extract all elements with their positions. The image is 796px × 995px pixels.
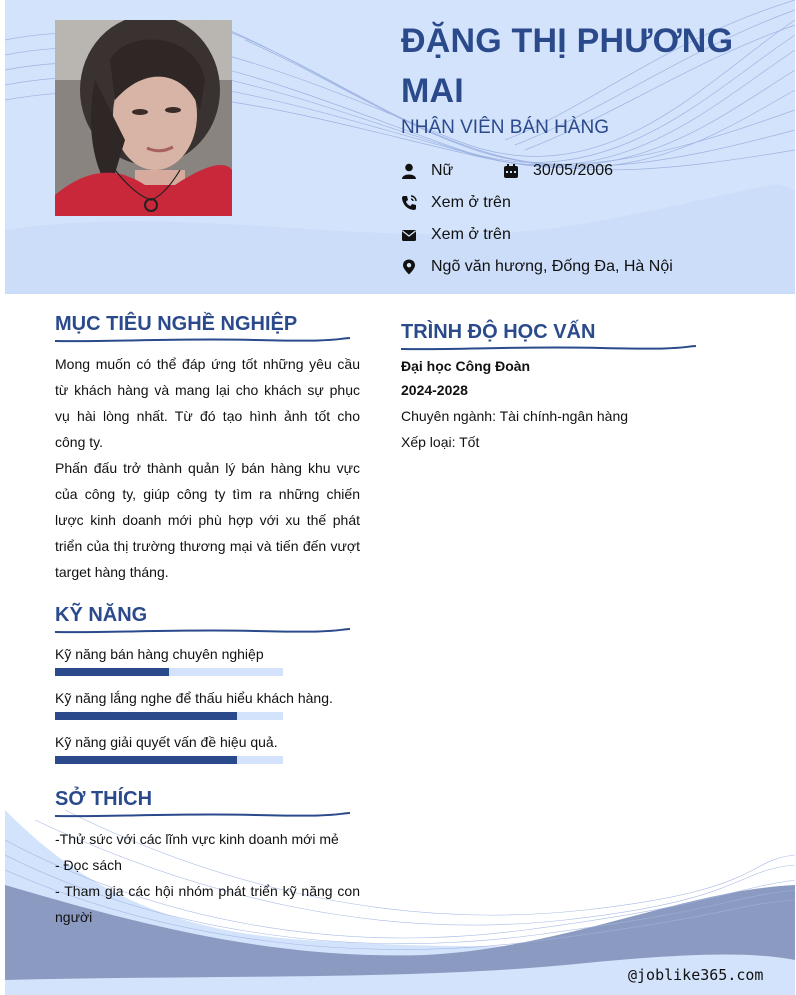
hobby-item: - Tham gia các hội nhóm phát triển kỹ năng con người (55, 883, 360, 925)
email-value: Xem ở trên (431, 226, 511, 243)
skill-bar (55, 756, 283, 764)
job-title: NHÂN VIÊN BÁN HÀNG (401, 117, 609, 138)
education-title: TRÌNH ĐỘ HỌC VẤN (401, 321, 596, 343)
skill-label: Kỹ năng giải quyết vấn đề hiệu quả. (55, 734, 278, 750)
skill-label: Kỹ năng bán hàng chuyên nghiệp (55, 646, 264, 662)
objective-title: MỤC TIÊU NGHỀ NGHIỆP (55, 313, 298, 335)
hobbies-title: SỞ THÍCH (55, 788, 153, 810)
hobby-item: - Đọc sách (55, 857, 122, 873)
phone-value: Xem ở trên (431, 194, 511, 211)
birthdate-row (503, 162, 613, 180)
skill-label: Kỹ năng lắng nghe để thấu hiểu khách hàng. (55, 690, 333, 706)
calendar-icon (503, 163, 519, 179)
cv-page (5, 0, 795, 995)
header (5, 0, 795, 294)
watermark: @joblike365.com (628, 966, 764, 984)
address-value: Ngõ văn hương, Đống Đa, Hà Nội (431, 258, 673, 275)
education-underline (401, 344, 701, 352)
hobbies-underline (55, 811, 355, 819)
objective-paragraph: Mong muốn có thể đáp ứng tốt những yêu cầu từ khách hàng và mang lại cho khách sự phục vụ hài lòng nhất. Từ đó tạo hình ảnh tốt cho công ty. (55, 356, 360, 450)
skill-bar (55, 668, 283, 676)
hobby-item: -Thử sức với các lĩnh vực kinh doanh mới mẻ (55, 831, 339, 847)
phone-icon (401, 195, 417, 211)
skill-bar-fill (55, 668, 169, 676)
major: Chuyên ngành: Tài chính-ngân hàng (401, 408, 629, 424)
skills-title: KỸ NĂNG (55, 604, 148, 626)
objective-underline (55, 336, 355, 344)
skill-bar-fill (55, 756, 237, 764)
skills-underline (55, 627, 355, 635)
skill-bar-fill (55, 712, 237, 720)
hobbies-list (55, 826, 360, 930)
school-name: Đại học Công Đoàn (401, 358, 531, 374)
gender-value: Nữ (431, 162, 454, 179)
objective-text (55, 351, 360, 585)
email-row (401, 226, 511, 244)
address-row (401, 258, 673, 276)
grade: Xếp loại: Tốt (401, 434, 480, 450)
gender-row (401, 162, 453, 180)
user-icon (401, 163, 417, 179)
birthdate-value: 30/05/2006 (533, 162, 614, 179)
envelope-icon (401, 227, 417, 243)
study-years: 2024-2028 (401, 382, 468, 398)
objective-paragraph: Phấn đấu trở thành quản lý bán hàng khu vực của công ty, giúp công ty tìm ra những chiến lược kinh doanh mới phù hợp với xu thế phát triển của thị trường thương mại và tiến đến vượt target hàng tháng. (55, 460, 360, 580)
education-block (401, 354, 628, 454)
profile-photo (55, 20, 232, 216)
map-pin-icon (401, 259, 417, 275)
phone-row (401, 194, 511, 212)
skill-bar (55, 712, 283, 720)
candidate-name: ĐẶNG THỊ PHƯƠNG MAI (401, 22, 734, 110)
